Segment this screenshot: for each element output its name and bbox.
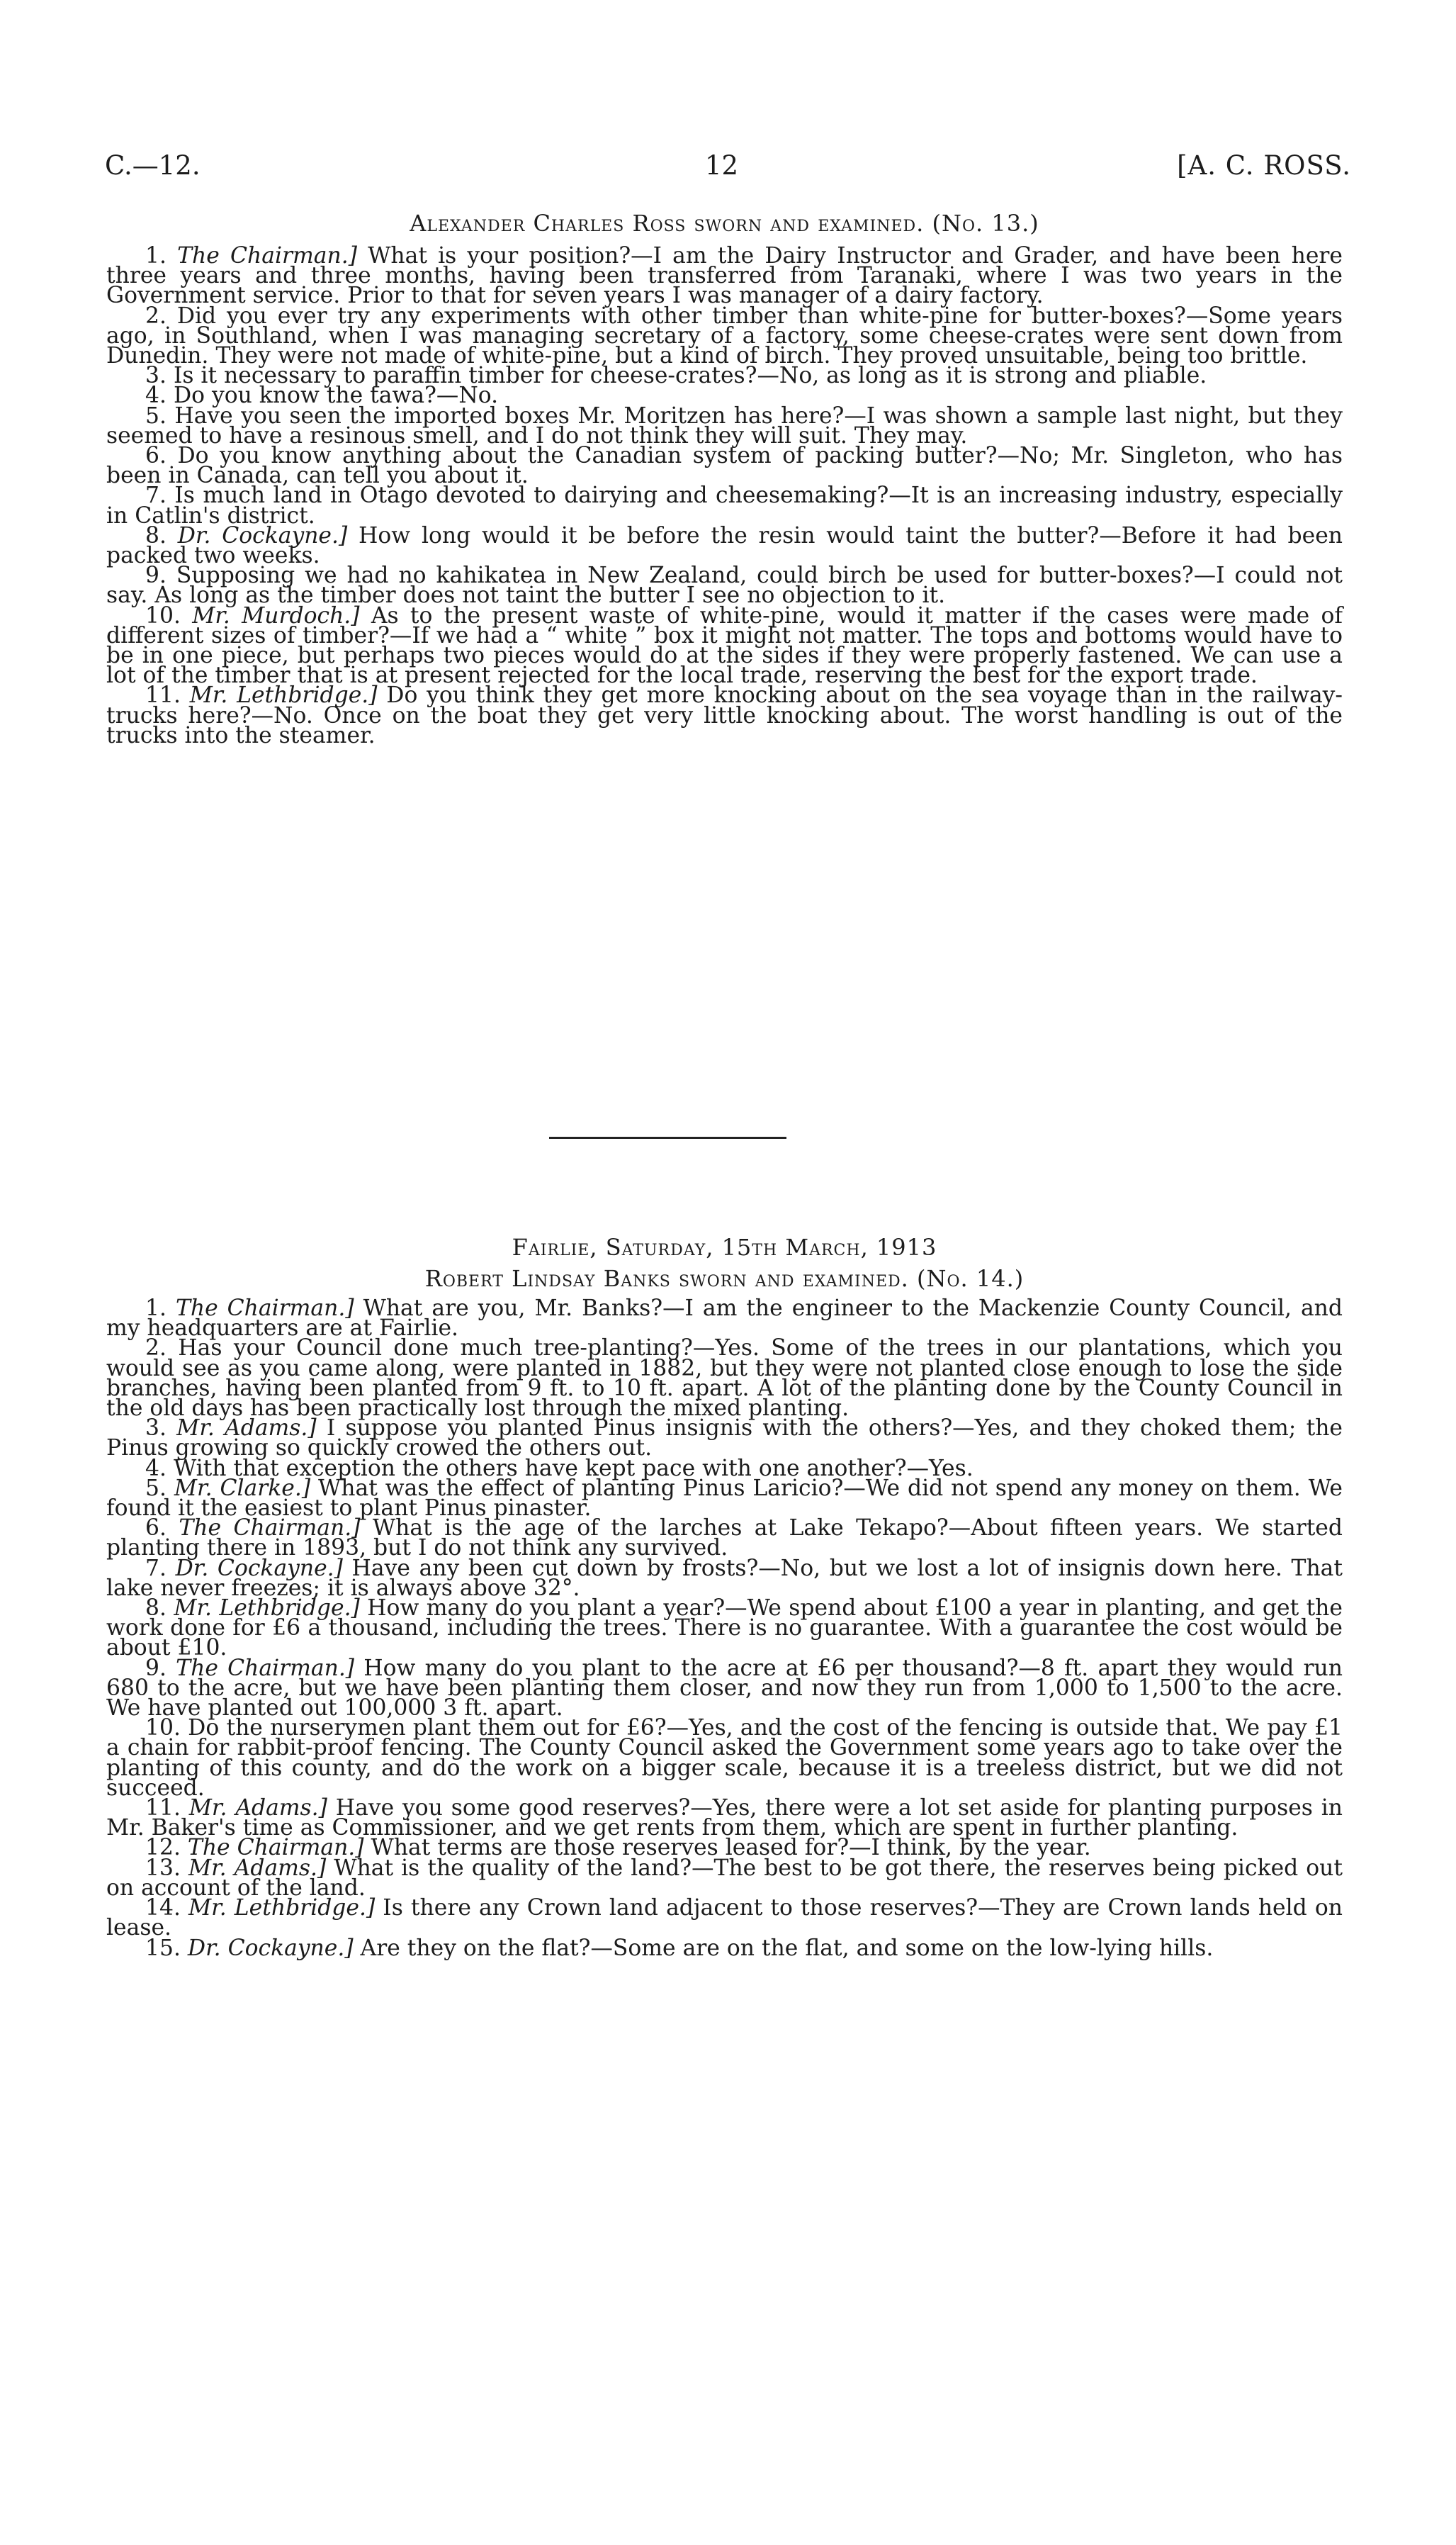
section-banks-evidence [106, 1233, 1343, 1961]
question-text: Is much land in Otago devoted to dairying and cheesemaking?—It is an increasing industry, especially in Catlin's district. [106, 483, 1343, 529]
question-text: How many do you plant a year?—We spend about £100 a year in planting, and get the work done for £6 a thousand, including the trees. There is no guarantee. With a guarantee the cost would be about £10. [106, 1595, 1343, 1661]
question-paragraph [106, 1655, 1343, 1721]
speaker-name: Mr. Lethbridge.] [188, 1895, 376, 1921]
question-number: 3. [145, 363, 174, 389]
question-paragraph [106, 443, 1343, 489]
question-text: Did you ever try any experiments with other timber than white-pine for butter-boxes?—Some years ago, in Southland, when I was managing secretary of a factory, some cheese-crates were sent down from Dunedin. They were not made of white-pine, but a kind of birch. They proved unsuitable, being too brittle. [106, 303, 1343, 369]
section-divider [549, 1137, 786, 1139]
question-paragraph [106, 1715, 1343, 1801]
question-text: Are they on the flat?—Some are on the flat, and some on the low-lying hills. [353, 1935, 1214, 1961]
question-paragraph [106, 303, 1343, 369]
question-paragraph [106, 1595, 1343, 1661]
question-paragraph [106, 563, 1343, 609]
question-text: I suppose you planted Pinus insignis with the others?—Yes, and they choked them; the Pinus growing so quickly crowed the others out. [106, 1415, 1343, 1461]
speaker-name: Mr. Murdoch.] [192, 602, 360, 629]
question-number: 10. [145, 602, 193, 629]
section-ross-evidence [106, 209, 1343, 746]
question-number: 8. [145, 1595, 174, 1622]
question-text: Has your Council done much tree-planting?—Yes. Some of the trees in our plantations, which you would see as you came along, were planted in 1882, but they were not planted close enough to lose the side branches, having been planted from 9 ft. to 10 ft. apart. A lot of the planting done by the County Council in the old days has been practically lost through the mixed planting. [106, 1335, 1343, 1422]
question-text: What is your position?—I am the Dairy Instructor and Grader, and have been here three years and three months, having been transferred from Taranaki, where I was two years in the Government service. Prior to that for seven years I was manager of a dairy factory. [106, 243, 1343, 309]
question-paragraph [106, 403, 1343, 449]
speaker-name: The Chairman.] [177, 243, 357, 269]
question-text: Do you know the tawa?—No. [173, 383, 499, 409]
question-number: 7. [145, 483, 175, 509]
speaker-name: The Chairman.] [176, 1655, 355, 1681]
question-text: What is the age of the larches at Lake Tekapo?—About fifteen years. We started planting there in 1893, but I do not think any survived. [106, 1515, 1343, 1561]
speaker-name: Mr. Adams.] [188, 1795, 327, 1821]
speaker-name: The Chairman.] [179, 1515, 361, 1541]
speaker-name: Mr. Adams.] [176, 1415, 317, 1442]
question-number: 11. [145, 1795, 189, 1821]
question-text: How many do you plant to the acre at £6 per thousand?—8 ft. apart they would run 680 to the acre, but we have been planting them closer, and now they run from 1,000 to 1,500 to the acre. We have planted out 100,000 3 ft. apart. [106, 1655, 1343, 1721]
page-header [0, 150, 1456, 186]
question-text: With that exception the others have kept pace with one another?—Yes. [173, 1455, 974, 1481]
question-paragraph [106, 1935, 1343, 1961]
question-text: Have you seen the imported boxes Mr. Moritzen has here?—I was shown a sample last night, but they seemed to have a resinous smell, and I do not think they will suit. They may. [106, 403, 1343, 449]
question-paragraph [106, 1515, 1343, 1561]
speaker-name: Mr. Lethbridge.] [189, 682, 378, 709]
question-text: Do you know anything about the Canadian system of packing butter?—No; Mr. Singleton, who has been in Canada, can tell you about it. [106, 443, 1343, 489]
question-number: 5. [145, 403, 175, 429]
question-number: 3. [145, 1415, 177, 1442]
question-list [106, 1296, 1343, 1961]
question-number: 5. [145, 1475, 174, 1501]
question-paragraph [106, 1296, 1343, 1342]
speaker-name: Dr. Cockayne.] [177, 522, 348, 549]
question-number: 11. [145, 682, 190, 709]
question-text: Is there any Crown land adjacent to those reserves?—They are Crown lands held on lease. [106, 1895, 1343, 1941]
speaker-name: Mr. Lethbridge.] [174, 1595, 360, 1622]
question-number: 8. [145, 522, 178, 549]
question-text: Do you think they get more knocking about on the sea voyage than in the railway-trucks here?—No. Once on the boat they get very little knocking about. The worst handling is out of the trucks into the steamer. [106, 682, 1343, 748]
question-text: What is the quality of the land?—The best to be got there, the reserves being picked out on account of the land. [106, 1855, 1343, 1901]
question-number: 12. [145, 1835, 188, 1861]
question-number: 6. [145, 1515, 179, 1541]
speaker-name: Dr. Cockayne.] [175, 1555, 343, 1581]
question-paragraph [106, 243, 1343, 309]
question-paragraph [106, 1855, 1343, 1901]
question-text: As to the present waste of white-pine, would it matter if the cases were made of different sizes of timber?—If we had a “ white ” box it might not matter. The tops and bottoms would have to be in one piece, but perhaps two pieces would do at the sides if they were properly fastened. We can use a lot of the timber that is at present rejected for the local trade, reserving the best for the export trade. [106, 602, 1343, 689]
question-number: 13. [145, 1855, 188, 1881]
question-number: 10. [145, 1715, 188, 1741]
speaker-name: Mr. Adams.] [188, 1855, 327, 1881]
question-list [106, 243, 1343, 748]
question-text: Supposing we had no kahikatea in New Zealand, could birch be used for butter-boxes?—I could not say. As long as the timber does not taint the butter I see no objection to it. [106, 563, 1343, 609]
speaker-name: The Chairman.] [187, 1835, 364, 1861]
question-number: 1. [145, 243, 178, 269]
speaker-name: Dr. Cockayne.] [187, 1935, 354, 1961]
section-heading: Robert Lindsay Banks sworn and examined. (No. 14.) [424, 1265, 1025, 1292]
question-number: 4. [145, 1455, 174, 1481]
question-text: Is it necessary to paraffin timber for cheese-crates?—No, as long as it is strong and pliable. [173, 363, 1207, 389]
question-number: 2. [145, 303, 177, 329]
question-paragraph [106, 1415, 1343, 1461]
question-paragraph [106, 1475, 1343, 1522]
page-number: 12 [705, 150, 739, 181]
question-number: 4. [145, 383, 174, 409]
question-number: 1. [145, 1296, 176, 1321]
question-paragraph [106, 483, 1343, 529]
question-number: 7. [145, 1555, 176, 1581]
question-text: Have you some good reserves?—Yes, there were a lot set aside for planting purposes in Mr. Baker's time as Commissioner, and we get rents from them, which are spent in further planting. [106, 1795, 1343, 1841]
question-paragraph [106, 1795, 1343, 1841]
question-paragraph [106, 602, 1343, 689]
question-text: What are you, Mr. Banks?—I am the engineer to the Mackenzie County Council, and my headquarters are at Fairlie. [106, 1296, 1343, 1342]
question-text: Do the nurserymen plant them out for £6?—Yes, and the cost of the fencing is outside that. We pay £1 a chain for rabbit-proof fencing. The County Council asked the Government some years ago to take over the planting of this county, and do the work on a bigger scale, because it is a treeless district, but we did not succeed. [106, 1715, 1343, 1801]
question-text: What was the effect of planting Pinus Laricio?—We did not spend any money on them. We found it the easiest to plant Pinus pinaster. [106, 1475, 1343, 1522]
speaker-name: Mr. Clarke.] [174, 1475, 311, 1501]
section-heading: Alexander Charles Ross sworn and examined. (No. 13.) [410, 210, 1039, 237]
question-text: What terms are those reserves leased for?—I think, by the year. [363, 1835, 1091, 1861]
place-date-heading: Fairlie, Saturday, 15th March, 1913 [512, 1234, 937, 1261]
question-number: 6. [145, 443, 178, 469]
question-paragraph [106, 1895, 1343, 1941]
question-paragraph [106, 682, 1343, 748]
question-paragraph [106, 1555, 1343, 1601]
question-number: 15. [145, 1935, 188, 1961]
question-number: 9. [145, 1655, 176, 1681]
question-number: 9. [145, 563, 176, 589]
question-text: Have any been cut down by frosts?—No, but we lost a lot of insignis down here. That lake never freezes; it is always above 32°. [106, 1555, 1343, 1601]
running-head: [A. C. ROSS. [1177, 150, 1351, 181]
paper-reference: C.—12. [105, 150, 201, 181]
question-paragraph [106, 1335, 1343, 1422]
question-text: How long would it be before the resin would taint the butter?—Before it had been packed two weeks. [106, 522, 1343, 569]
question-number: 2. [145, 1335, 179, 1361]
speaker-name: The Chairman.] [175, 1296, 354, 1321]
question-number: 14. [145, 1895, 189, 1921]
question-paragraph [106, 522, 1343, 569]
